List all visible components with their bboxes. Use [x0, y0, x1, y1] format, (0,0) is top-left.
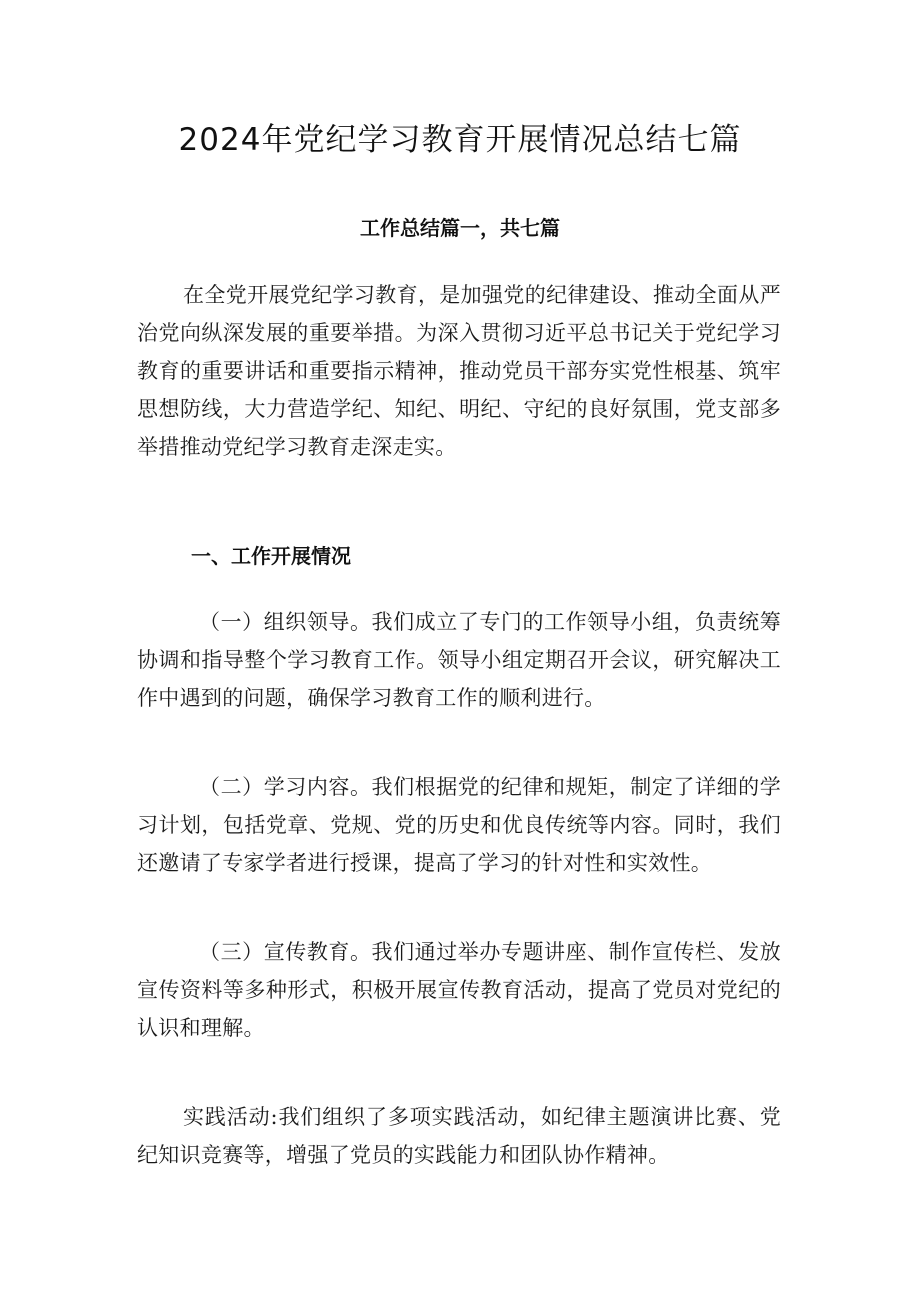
paragraph-organization: （一）组织领导。我们成立了专门的工作领导小组，负责统筹协调和指导整个学习教育工作。领导小组定期召开会议，研究解决工作中遇到的问题，确保学习教育工作的顺利进行。	[137, 610, 781, 710]
intro-paragraph: 在全党开展党纪学习教育，是加强党的纪律建设、推动全面从严治党向纵深发展的重要举措。为深入贯彻习近平总书记关于党纪学习教育的重要讲话和重要指示精神，推动党员干部夯实党性根基、筑牢思想防线，大力营造学纪、知纪、明纪、守纪的良好氛围，党支部多举措推动党纪学习教育走深走实。	[137, 283, 781, 459]
document-subtitle: 工作总结篇一，共七篇	[360, 216, 560, 240]
paragraph-practice: 实践活动:我们组织了多项实践活动，如纪律主题演讲比赛、党纪知识竞赛等，增强了党员的实践能力和团队协作精神。	[137, 1105, 781, 1167]
paragraph-publicity: （三）宣传教育。我们通过举办专题讲座、制作宣传栏、发放宣传资料等多种形式，积极开展宣传教育活动，提高了党员对党纪的认识和理解。	[137, 940, 781, 1040]
section-heading: 一、工作开展情况	[191, 544, 351, 568]
paragraph-content: （二）学习内容。我们根据党的纪律和规矩，制定了详细的学习计划，包括党章、党规、党的历史和优良传统等内容。同时，我们还邀请了专家学者进行授课，提高了学习的针对性和实效性。	[137, 775, 781, 875]
document-title: 2024年党纪学习教育开展情况总结七篇	[178, 122, 742, 158]
